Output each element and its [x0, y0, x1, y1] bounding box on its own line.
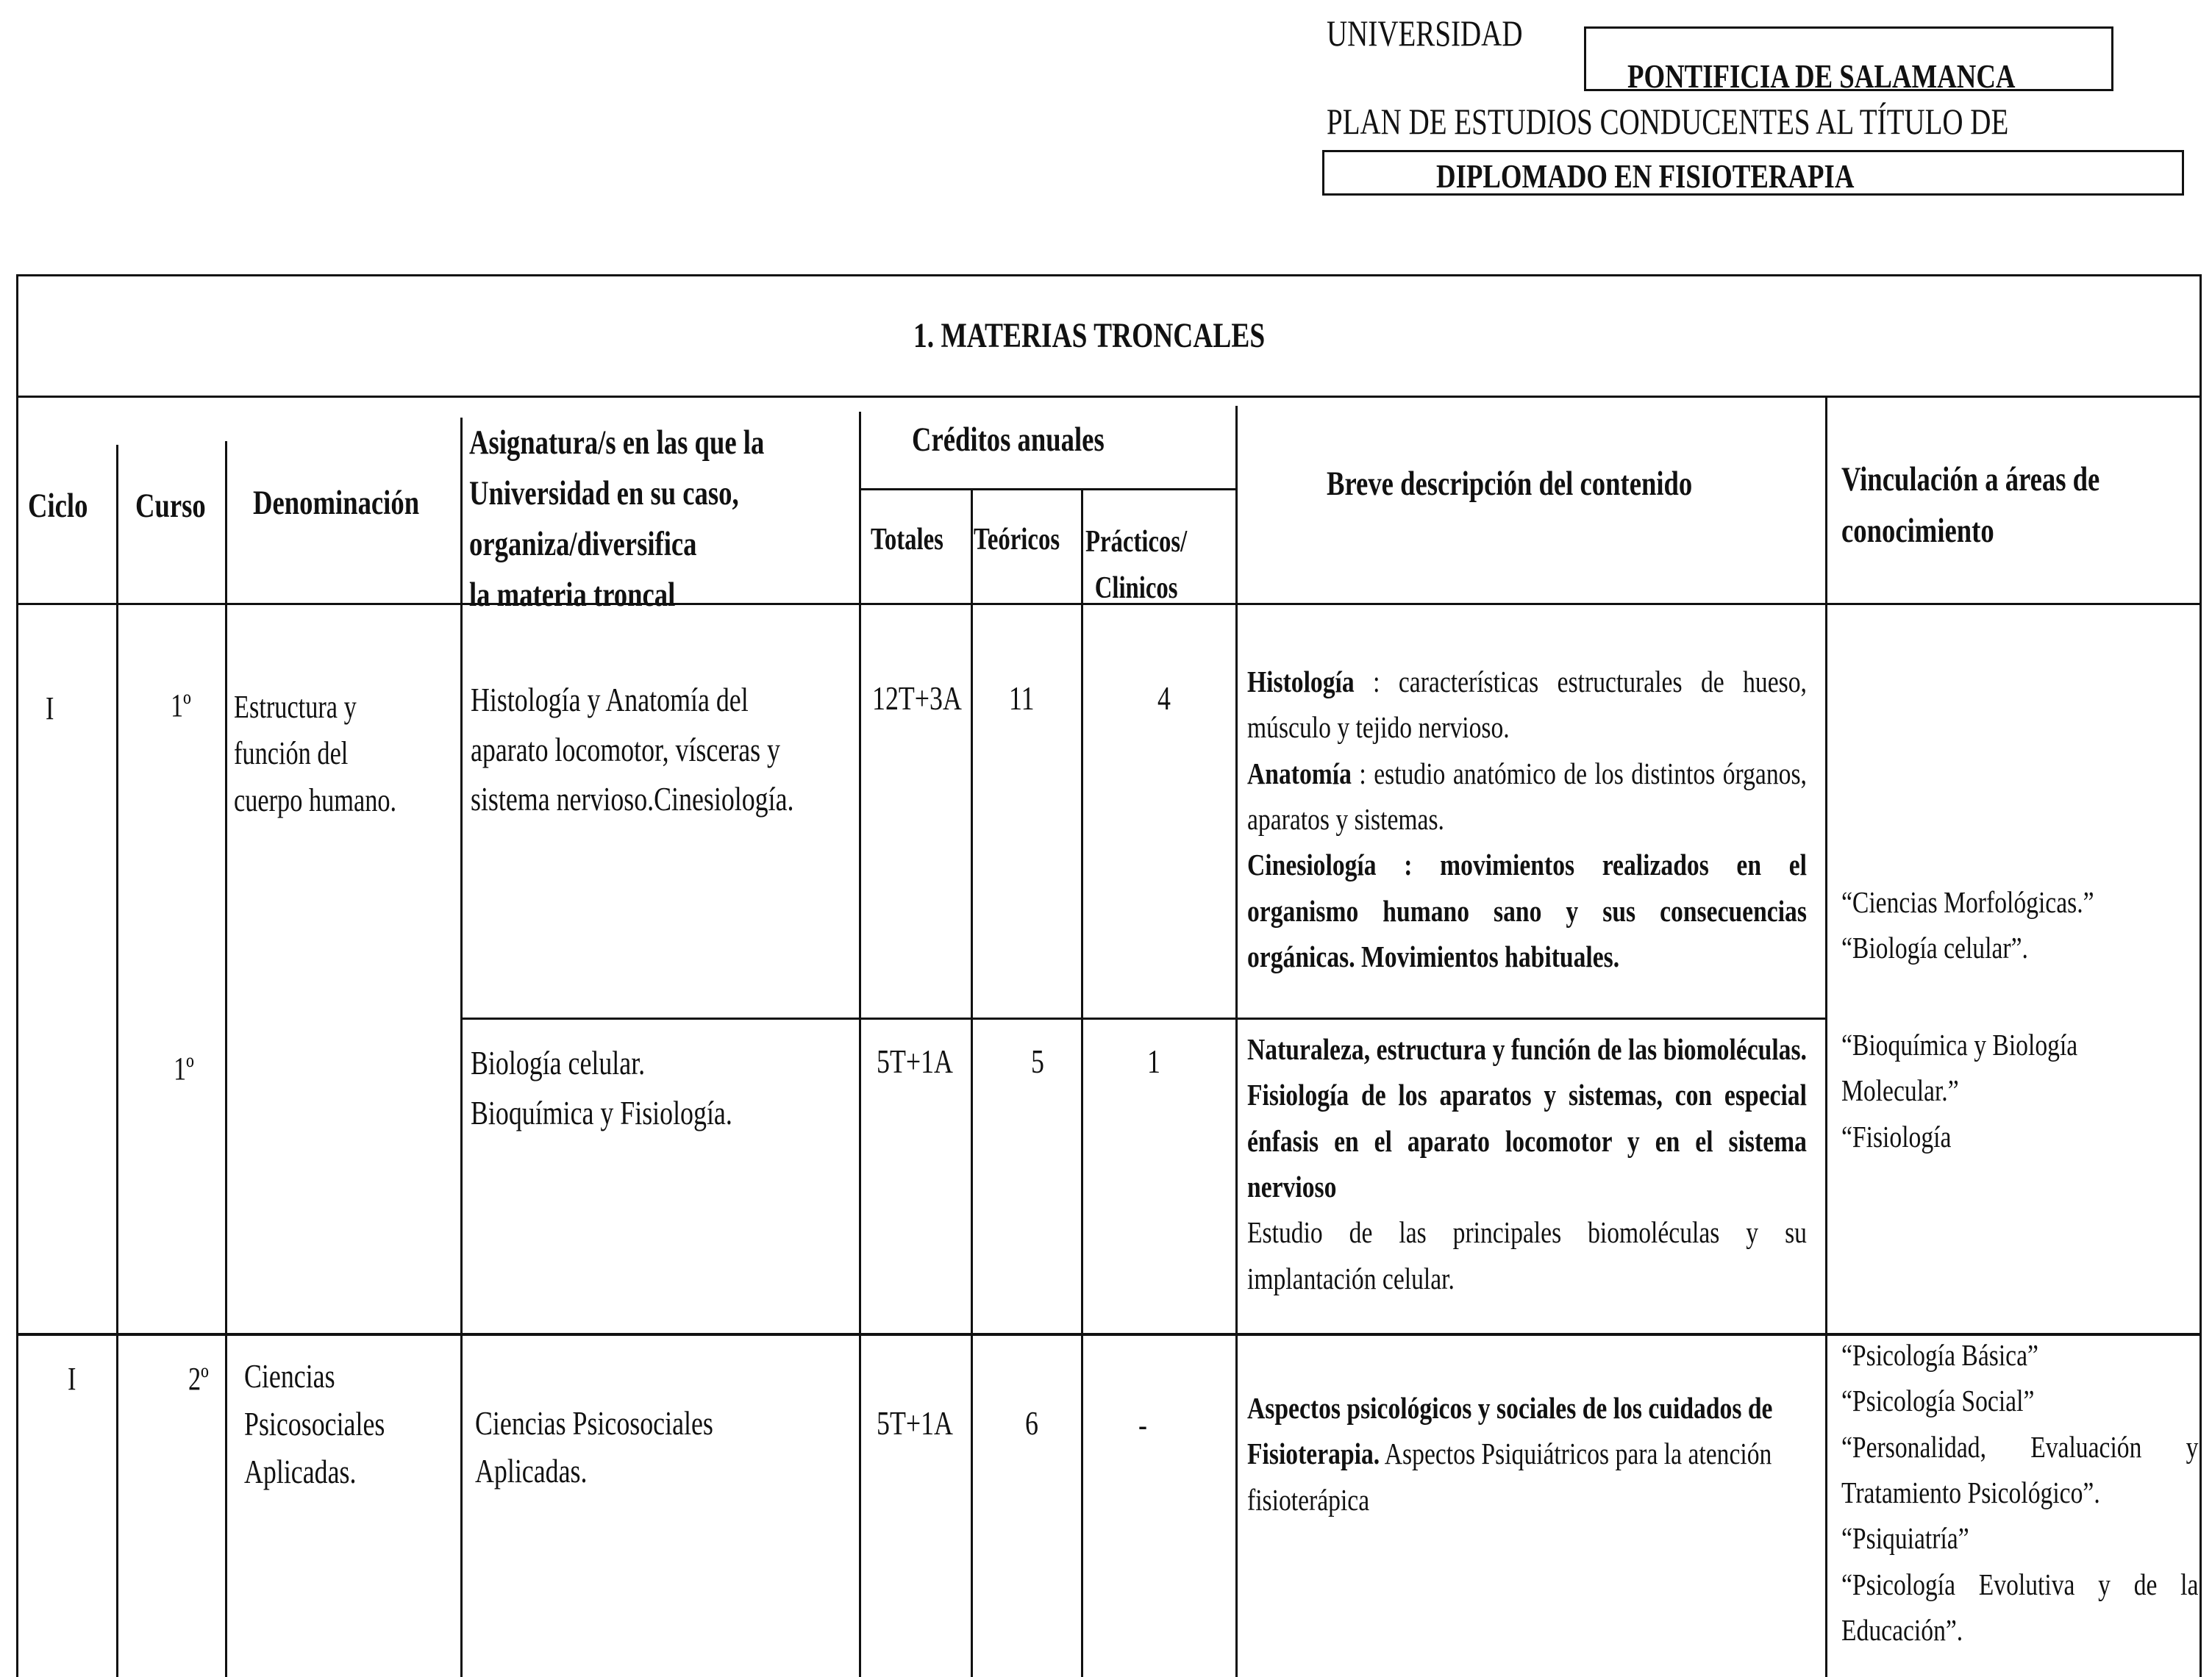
row1-practicos: 4: [1157, 679, 1171, 717]
row1-areas: “Ciencias Morfológicas.” “Biología celular”.: [1841, 885, 2094, 965]
row3-asignatura: Ciencias Psicosociales Aplicadas.: [475, 1404, 713, 1490]
universidad-label: UNIVERSIDAD: [1327, 12, 1523, 54]
col-ciclo: Ciclo: [28, 487, 88, 525]
row2-teoricos: 5: [1031, 1043, 1044, 1080]
titulo-box: [1322, 150, 2184, 196]
section-title: 1. MATERIAS TRONCALES: [913, 316, 1266, 355]
row1-asignatura: Histología y Anatomía del aparato locomotor, vísceras y sistema nervioso.Cinesiología.: [471, 681, 794, 818]
row2-description: Naturaleza, estructura y función de las biomoléculas. Fisiología de los aparatos y sistemas, con especial énfasis en el aparato locomotor y en el sistema nervioso Estudio de las principales biomoléculas y su implantación celular.: [1247, 1032, 1807, 1295]
row1-ciclo: I: [46, 690, 54, 726]
col-creditos: Créditos anuales: [912, 421, 1105, 459]
col-teoricos: Teóricos: [974, 523, 1060, 557]
row1-totales: 12T+3A: [872, 679, 962, 717]
row3-teoricos: 6: [1025, 1404, 1038, 1442]
col-curso: Curso: [135, 487, 206, 525]
row2-totales: 5T+1A: [877, 1043, 953, 1080]
row1-teoricos: 11: [1009, 679, 1035, 717]
col-descripcion: Breve descripción del contenido: [1327, 465, 1693, 503]
row3-totales: 5T+1A: [877, 1404, 953, 1442]
universidad-box: [1584, 26, 2113, 95]
row1-description: Histología : características estructurales de hueso, músculo y tejido nervioso. Anatomía : estudio anatómico de los distintos órganos, aparatos y sistemas. Cinesiología : movimientos realizados en el organismo humano sano y sus consecuencias orgánicas. Movimientos habituales.: [1247, 665, 1807, 973]
row2-asignatura: Biología celular. Bioquímica y Fisiología.: [471, 1044, 732, 1131]
row3-areas: “Psicología Básica” “Psicología Social” “Personalidad, Evaluación y Tratamiento Psicológico”. “Psiquiatría” “Psicología Evolutiva y de la Educación”.: [1841, 1338, 2199, 1647]
col-vinculacion: Vinculación a áreas de conocimiento: [1841, 460, 2100, 550]
row3-denominacion: Ciencias Psicosociales Aplicadas.: [244, 1357, 385, 1490]
row3-description: Aspectos psicológicos y sociales de los cuidados de Fisioterapia. Aspectos Psiquiátricos para la atención fisioterápica: [1247, 1391, 1773, 1517]
row3-ciclo: I: [68, 1361, 76, 1397]
row2-curso: 1º: [174, 1051, 194, 1087]
row3-practicos: -: [1138, 1406, 1147, 1443]
universidad-value: PONTIFICIA DE SALAMANCA: [1627, 57, 2016, 95]
titulo-value: DIPLOMADO EN FISIOTERAPIA: [1436, 157, 1855, 195]
col-totales: Totales: [871, 523, 943, 557]
col-practicos: Prácticos/ Clinicos: [1085, 525, 1188, 605]
row1-curso: 1º: [171, 687, 191, 723]
row2-practicos: 1: [1147, 1043, 1160, 1080]
plan-label: PLAN DE ESTUDIOS CONDUCENTES AL TÍTULO DE: [1327, 101, 2009, 142]
row1-denominacion: Estructura y función del cuerpo humano.: [234, 689, 397, 818]
row3-curso: 2º: [188, 1361, 209, 1397]
col-denominacion: Denominación: [253, 484, 420, 522]
col-asignatura: Asignatura/s en las que la Universidad en su caso, organiza/diversifica la materia troncal: [469, 423, 765, 615]
row2-areas: “Bioquímica y Biología Molecular.” “Fisiología: [1841, 1028, 2078, 1154]
